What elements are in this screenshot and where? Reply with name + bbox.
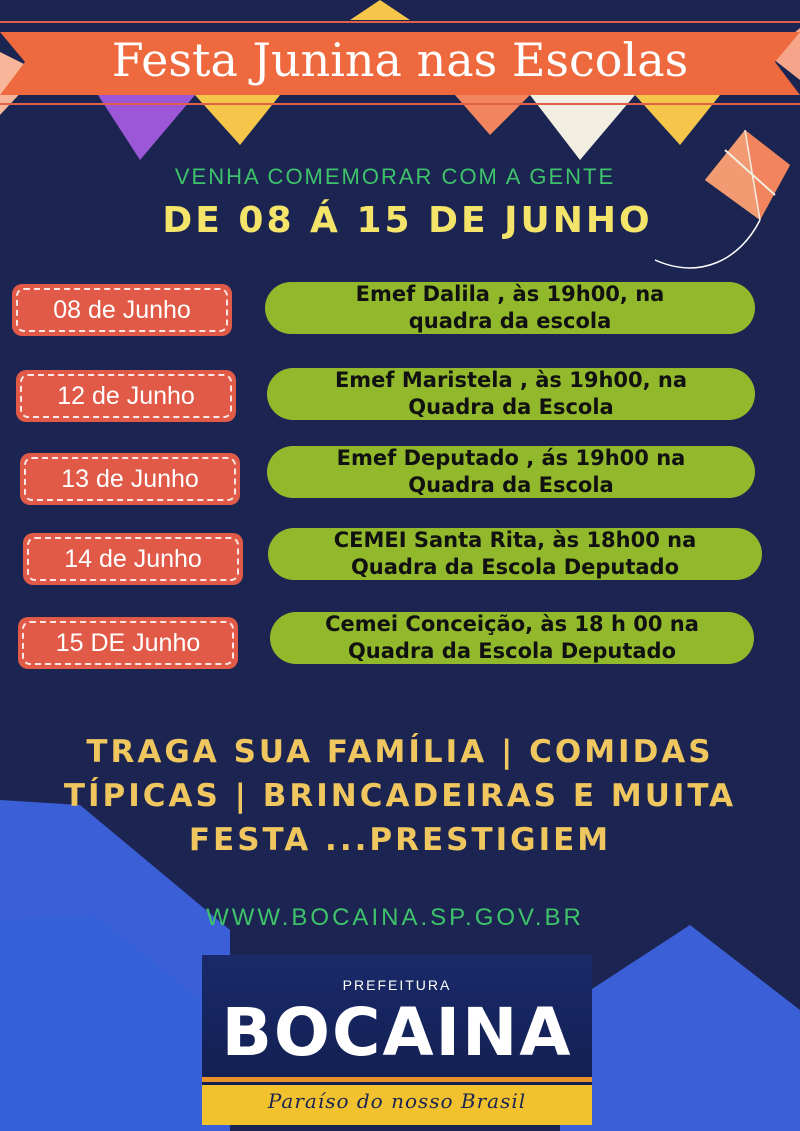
page-title: Festa Junina nas Escolas xyxy=(111,33,689,87)
footer-line-1: TRAGA SUA FAMÍLIA | COMIDAS xyxy=(86,734,714,770)
event-line-1: Emef Maristela , às 19h00, na xyxy=(334,368,688,392)
prefeitura-logo xyxy=(202,955,592,1125)
logo-small-text: PREFEITURA xyxy=(342,977,452,993)
flag-yellow-left xyxy=(195,95,280,145)
logo-big-text: BOCAINA xyxy=(221,994,573,1071)
footer-line-2: TÍPICAS | BRINCADEIRAS E MUITA xyxy=(63,778,737,814)
event-2 xyxy=(267,368,755,420)
flag-coral xyxy=(455,95,530,135)
subtitle: VENHA COMEMORAR COM A GENTE xyxy=(174,164,616,189)
event-line-2: quadra da escola xyxy=(408,309,612,333)
flag-yellow-top xyxy=(350,0,410,20)
event-3 xyxy=(267,446,755,498)
event-line-1: Emef Dalila , às 19h00, na xyxy=(355,282,665,306)
house-shape-right xyxy=(560,925,800,1131)
logo-tagline: Paraíso do nosso Brasil xyxy=(267,1089,527,1113)
event-line-2: Quadra da Escola xyxy=(408,395,614,419)
date-label: 14 de Junho xyxy=(64,544,202,573)
kite-icon xyxy=(655,130,790,268)
event-line-1: CEMEI Santa Rita, às 18h00 na xyxy=(333,528,697,552)
event-1 xyxy=(265,282,755,334)
date-tag-4 xyxy=(23,533,243,585)
date-tag-2 xyxy=(16,370,236,422)
event-4 xyxy=(268,528,762,580)
event-5 xyxy=(270,612,754,664)
date-range: DE 08 Á 15 DE JUNHO xyxy=(162,200,653,241)
date-tag-3 xyxy=(20,453,240,505)
date-label: 13 de Junho xyxy=(61,464,199,493)
footer-line-3: FESTA ...PRESTIGIEM xyxy=(188,822,612,858)
event-line-1: Cemei Conceição, às 18 h 00 na xyxy=(325,612,699,636)
website-link[interactable]: WWW.BOCAINA.SP.GOV.BR xyxy=(206,904,584,931)
logo-stripe xyxy=(202,1077,592,1082)
event-line-2: Quadra da Escola Deputado xyxy=(350,555,680,579)
flag-yellow-right xyxy=(635,95,720,145)
date-label: 08 de Junho xyxy=(53,295,191,324)
event-line-1: Emef Deputado , ás 19h00 na xyxy=(336,446,686,470)
date-label: 15 DE Junho xyxy=(55,628,201,657)
footer-message xyxy=(60,730,740,862)
event-line-2: Quadra da Escola xyxy=(408,473,614,497)
date-label: 12 de Junho xyxy=(57,381,195,410)
event-line-2: Quadra da Escola Deputado xyxy=(347,639,677,663)
date-tag-5 xyxy=(18,617,238,669)
date-tag-1 xyxy=(12,284,232,336)
